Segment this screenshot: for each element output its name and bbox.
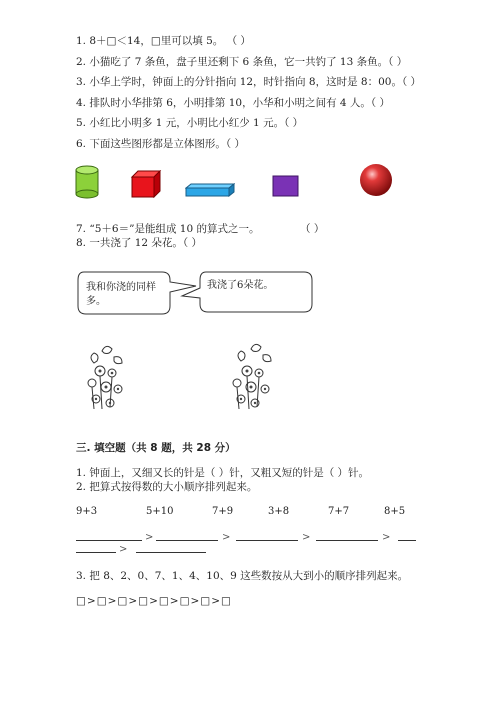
judge-question-6: 6. 下面这些图形都是立体图形。（ ）	[76, 138, 245, 150]
expression-5: 7+7	[328, 506, 350, 517]
sphere-icon	[359, 163, 393, 197]
gt-sign-3: >	[302, 532, 311, 543]
speech-bubble-left-line1: 我和你浇的同样	[86, 282, 156, 293]
fill-question-2: 2. 把算式按得数的大小顺序排列起来。	[76, 481, 258, 493]
judge-question-5: 5. 小红比小明多 1 元，小明比小红少 1 元。（ ）	[76, 117, 304, 129]
expression-1: 9+3	[76, 506, 98, 517]
gt-sign-5: >	[119, 544, 128, 555]
answer-blank-1[interactable]	[76, 540, 142, 541]
flowers-illustration-right	[225, 343, 280, 413]
fill-question-1: 1. 钟面上，又细又长的针是（ ）针，又粗又短的针是（ ）针。	[76, 467, 370, 479]
judge-question-8: 8. 一共浇了 12 朵花。（ ）	[76, 237, 202, 249]
fill-question-3: 3. 把 8、2、0、7、1、4、10、9 这些数按从大到小的顺序排列起来。	[76, 570, 409, 582]
judge-question-1: 1. 8＋□＜14，□里可以填 5。 （ ）	[76, 35, 251, 47]
answer-blank-5[interactable]	[398, 540, 416, 541]
cylinder-icon	[74, 165, 100, 199]
judge-question-3: 3. 小华上学时，钟面上的分针指向 12，时针指向 8，这时是 8：00。（ ）	[76, 76, 422, 88]
answer-blank-6[interactable]	[136, 552, 206, 553]
answer-blank-4[interactable]	[316, 540, 378, 541]
gt-sign-2: >	[222, 532, 231, 543]
expression-2: 5+10	[146, 506, 174, 517]
cube-icon	[130, 170, 162, 198]
answer-blank-5-continued[interactable]	[76, 552, 116, 553]
judge-question-4: 4. 排队时小华排第 6，小明排第 10，小华和小明之间有 4 人。（ ）	[76, 97, 391, 109]
gt-sign-4: >	[382, 532, 391, 543]
speech-bubble-right-text: 我浇了6朵花。	[207, 280, 274, 291]
judge-question-7: 7. “5＋6＝”是能组成 10 的算式之一。	[76, 223, 260, 235]
gt-sign-1: >	[145, 532, 154, 543]
section-3-title: 三. 填空题（共 8 题，共 28 分）	[76, 442, 236, 454]
cuboid-icon	[185, 183, 235, 197]
answer-blank-3[interactable]	[236, 540, 298, 541]
fill-question-3-answer[interactable]: □>□>□>□>□>□>□>□	[76, 595, 232, 607]
expression-3: 7+9	[212, 506, 234, 517]
flowers-illustration-left	[82, 343, 132, 413]
expression-6: 8+5	[384, 506, 406, 517]
speech-bubble-left-line2: 多。	[86, 296, 106, 307]
expression-4: 3+8	[268, 506, 290, 517]
judge-question-2: 2. 小猫吃了 7 条鱼，盘子里还剩下 6 条鱼，它一共钓了 13 条鱼。（ ）	[76, 56, 408, 68]
answer-blank-2[interactable]	[156, 540, 218, 541]
judge-question-7-paren: （ ）	[300, 223, 325, 235]
square-icon	[272, 175, 299, 197]
